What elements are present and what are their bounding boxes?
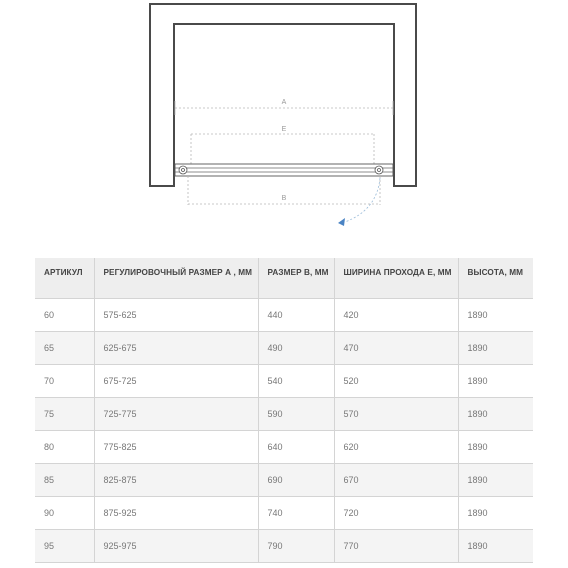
cell-size-a: 725-775 <box>94 398 258 431</box>
header-height: ВЫСОТА, ММ <box>458 258 533 299</box>
dimension-e-label: E <box>281 126 287 133</box>
table-row <box>35 530 533 563</box>
cell-passage-e: 420 <box>334 299 458 332</box>
cell-height: 1890 <box>458 431 533 464</box>
door-roller-left <box>179 166 187 174</box>
cell-passage-e: 770 <box>334 530 458 563</box>
cell-size-b: 540 <box>258 365 334 398</box>
cell-height: 1890 <box>458 497 533 530</box>
cell-height: 1890 <box>458 299 533 332</box>
cell-passage-e: 520 <box>334 365 458 398</box>
header-adjustment-size-a: РЕГУЛИРОВОЧНЫЙ РАЗМЕР А , ММ <box>94 258 258 299</box>
cell-article: 65 <box>35 332 94 365</box>
cell-size-b: 590 <box>258 398 334 431</box>
cell-article: 85 <box>35 464 94 497</box>
cell-height: 1890 <box>458 365 533 398</box>
cell-article: 70 <box>35 365 94 398</box>
cell-passage-e: 720 <box>334 497 458 530</box>
table-row <box>35 464 533 497</box>
cell-height: 1890 <box>458 464 533 497</box>
cell-article: 95 <box>35 530 94 563</box>
door-rail <box>175 164 393 176</box>
door-swing-arrow-icon <box>338 218 345 226</box>
cell-size-b: 490 <box>258 332 334 365</box>
cell-size-a: 925-975 <box>94 530 258 563</box>
cell-height: 1890 <box>458 332 533 365</box>
cell-size-b: 690 <box>258 464 334 497</box>
spec-table <box>35 258 533 563</box>
shower-niche-diagram <box>0 0 568 250</box>
header-size-b: РАЗМЕР В, ММ <box>258 258 334 299</box>
table-header-row <box>35 258 533 299</box>
cell-size-a: 775-825 <box>94 431 258 464</box>
table-row <box>35 398 533 431</box>
cell-size-b: 740 <box>258 497 334 530</box>
door-swing-arc <box>345 178 380 222</box>
cell-size-a: 575-625 <box>94 299 258 332</box>
cell-size-a: 825-875 <box>94 464 258 497</box>
dimension-a-label: A <box>281 99 287 106</box>
cell-passage-e: 470 <box>334 332 458 365</box>
table-row <box>35 299 533 332</box>
cell-article: 75 <box>35 398 94 431</box>
table-row <box>35 497 533 530</box>
cell-passage-e: 570 <box>334 398 458 431</box>
dimension-e <box>191 134 374 164</box>
cell-size-b: 790 <box>258 530 334 563</box>
table-row <box>35 332 533 365</box>
table-row <box>35 365 533 398</box>
cell-height: 1890 <box>458 530 533 563</box>
table-row <box>35 431 533 464</box>
cell-size-b: 640 <box>258 431 334 464</box>
header-passage-width-e: ШИРИНА ПРОХОДА Е, ММ <box>334 258 458 299</box>
cell-passage-e: 620 <box>334 431 458 464</box>
cell-size-b: 440 <box>258 299 334 332</box>
cell-passage-e: 670 <box>334 464 458 497</box>
cell-size-a: 875-925 <box>94 497 258 530</box>
cell-article: 90 <box>35 497 94 530</box>
niche-wall-outline <box>150 4 416 186</box>
door-roller-right <box>375 166 383 174</box>
header-article: АРТИКУЛ <box>35 258 94 299</box>
cell-height: 1890 <box>458 398 533 431</box>
cell-size-a: 675-725 <box>94 365 258 398</box>
dimension-b-label: B <box>281 195 287 202</box>
cell-article: 80 <box>35 431 94 464</box>
cell-size-a: 625-675 <box>94 332 258 365</box>
cell-article: 60 <box>35 299 94 332</box>
